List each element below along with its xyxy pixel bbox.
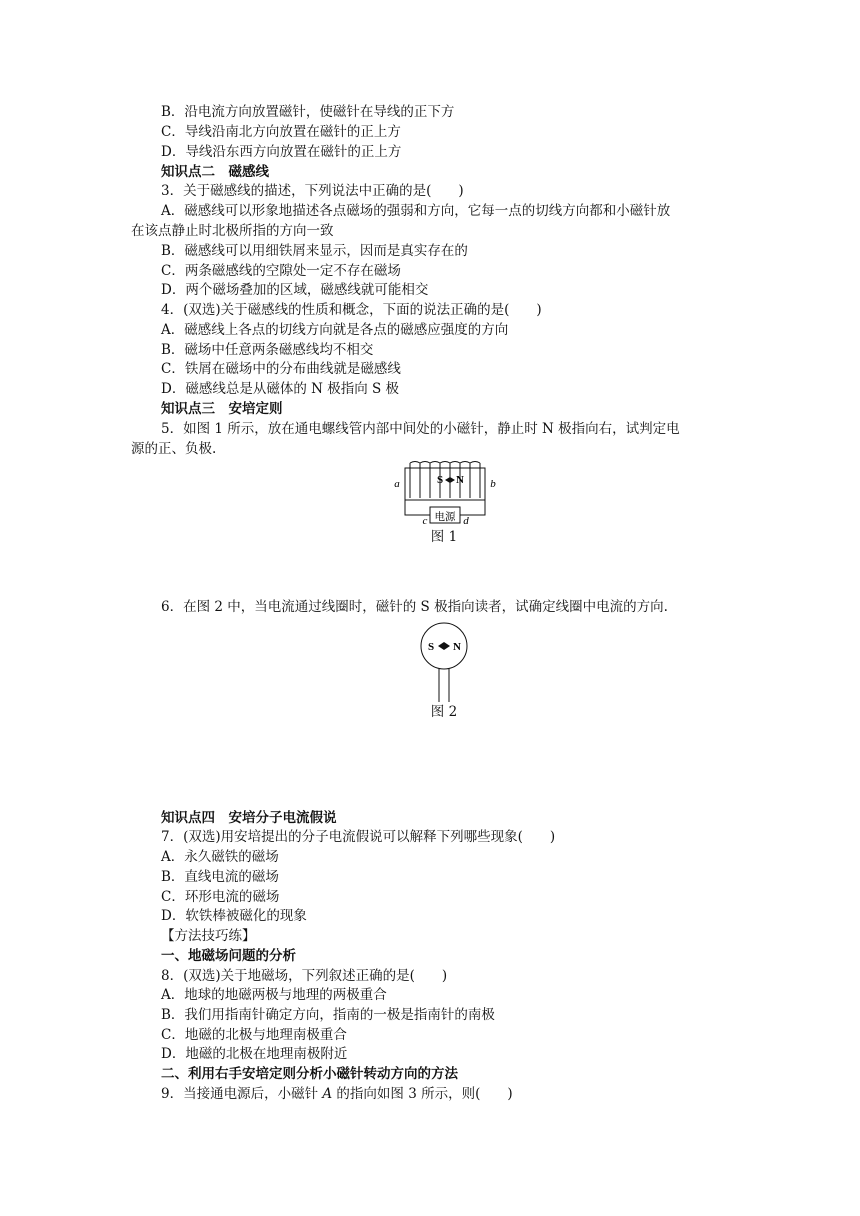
q6-text: 6．在图 2 中，当电流通过线圈时，磁针的 S 极指向读者，试确定线圈中电流的方向.: [161, 599, 668, 615]
q5-line-1: 5．如图 1 所示，放在通电螺线管内部中间处的小磁针，静止时 N 极指向右，试判定电: [161, 421, 680, 437]
fig1-label-a: a: [394, 478, 400, 490]
q7-option-b: B．直线电流的磁场: [161, 869, 279, 885]
methods-heading: 【方法技巧练】: [161, 928, 256, 944]
q5-line-2: 源的正、负极.: [131, 441, 217, 457]
q9-stem-var: A: [322, 1086, 333, 1102]
fig2-label-s: S: [427, 641, 435, 653]
figure-1-solenoid: [390, 460, 500, 530]
fig1-label-d: d: [463, 515, 469, 527]
method-1-heading: 一、地磁场问题的分析: [161, 948, 296, 964]
method-2-heading: 二、利用右手安培定则分析小磁针转动方向的方法: [161, 1066, 458, 1082]
q8-option-b: B．我们用指南针确定方向，指南的一极是指南针的南极: [161, 1007, 495, 1023]
q8-option-d: D．地磁的北极在地理南极附近: [161, 1046, 348, 1062]
q2-option-d: D．导线沿东西方向放置在磁针的正上方: [161, 144, 402, 160]
figure-2-caption: 图 2: [430, 704, 458, 720]
q8-option-c: C．地磁的北极与地理南极重合: [161, 1027, 347, 1043]
section-heading: 知识点三 安培定则: [161, 401, 283, 417]
q4-option-b: B．磁场中任意两条磁感线均不相交: [161, 342, 374, 358]
q7-option-a: A．永久磁铁的磁场: [161, 849, 279, 865]
q3-option-d: D．两个磁场叠加的区域，磁感线就可能相交: [161, 282, 429, 298]
q8-option-a: A．地球的地磁两极与地理的两极重合: [161, 987, 387, 1003]
q4-stem: 4．(双选)关于磁感线的性质和概念，下面的说法正确的是( ): [161, 302, 542, 318]
q9-stem-pre: 9．当接通电源后，小磁针: [161, 1086, 323, 1102]
q9-stem: [161, 1085, 513, 1105]
section-heading: 知识点二 磁感线: [161, 164, 269, 180]
q3-option-c: C．两条磁感线的空隙处一定不存在磁场: [161, 263, 401, 279]
fig1-power-source-label: 电源: [434, 512, 456, 523]
section-heading: 知识点四 安培分子电流假说: [161, 810, 337, 826]
q2-option-c: C．导线沿南北方向放置在磁针的正上方: [161, 124, 401, 140]
q3-option-a-cont: 在该点静止时北极所指的方向一致: [131, 223, 334, 239]
q7-option-c: C．环形电流的磁场: [161, 889, 280, 905]
figure-2-coil: [412, 620, 476, 705]
fig1-label-n: N: [456, 474, 464, 486]
fig1-label-b: b: [490, 478, 496, 490]
q4-option-a: A．磁感线上各点的切线方向就是各点的磁感应强度的方向: [161, 322, 509, 338]
q9-stem-post: 的指向如图 3 所示，则( ): [332, 1086, 513, 1102]
q8-stem: 8．(双选)关于地磁场，下列叙述正确的是( ): [161, 968, 448, 984]
q3-option-a: A．磁感线可以形象地描述各点磁场的强弱和方向，它每一点的切线方向都和小磁针放: [161, 203, 671, 219]
fig1-label-c: c: [422, 515, 428, 527]
q7-option-d: D．软铁棒被磁化的现象: [161, 908, 307, 924]
q7-stem: 7．(双选)用安培提出的分子电流假说可以解释下列哪些现象( ): [161, 829, 556, 845]
q4-option-d: D．磁感线总是从磁体的 N 极指向 S 极: [161, 381, 400, 397]
q2-option-b: B．沿电流方向放置磁针，使磁针在导线的正下方: [161, 104, 455, 120]
fig2-label-n: N: [453, 641, 461, 653]
figure-1-caption: 图 1: [430, 529, 458, 545]
q3-stem: 3．关于磁感线的描述，下列说法中正确的是( ): [161, 183, 464, 199]
q3-option-b: B．磁感线可以用细铁屑来显示，因而是真实存在的: [161, 243, 468, 259]
q4-option-c: C．铁屑在磁场中的分布曲线就是磁感线: [161, 361, 401, 377]
fig1-label-s: S: [436, 474, 444, 486]
